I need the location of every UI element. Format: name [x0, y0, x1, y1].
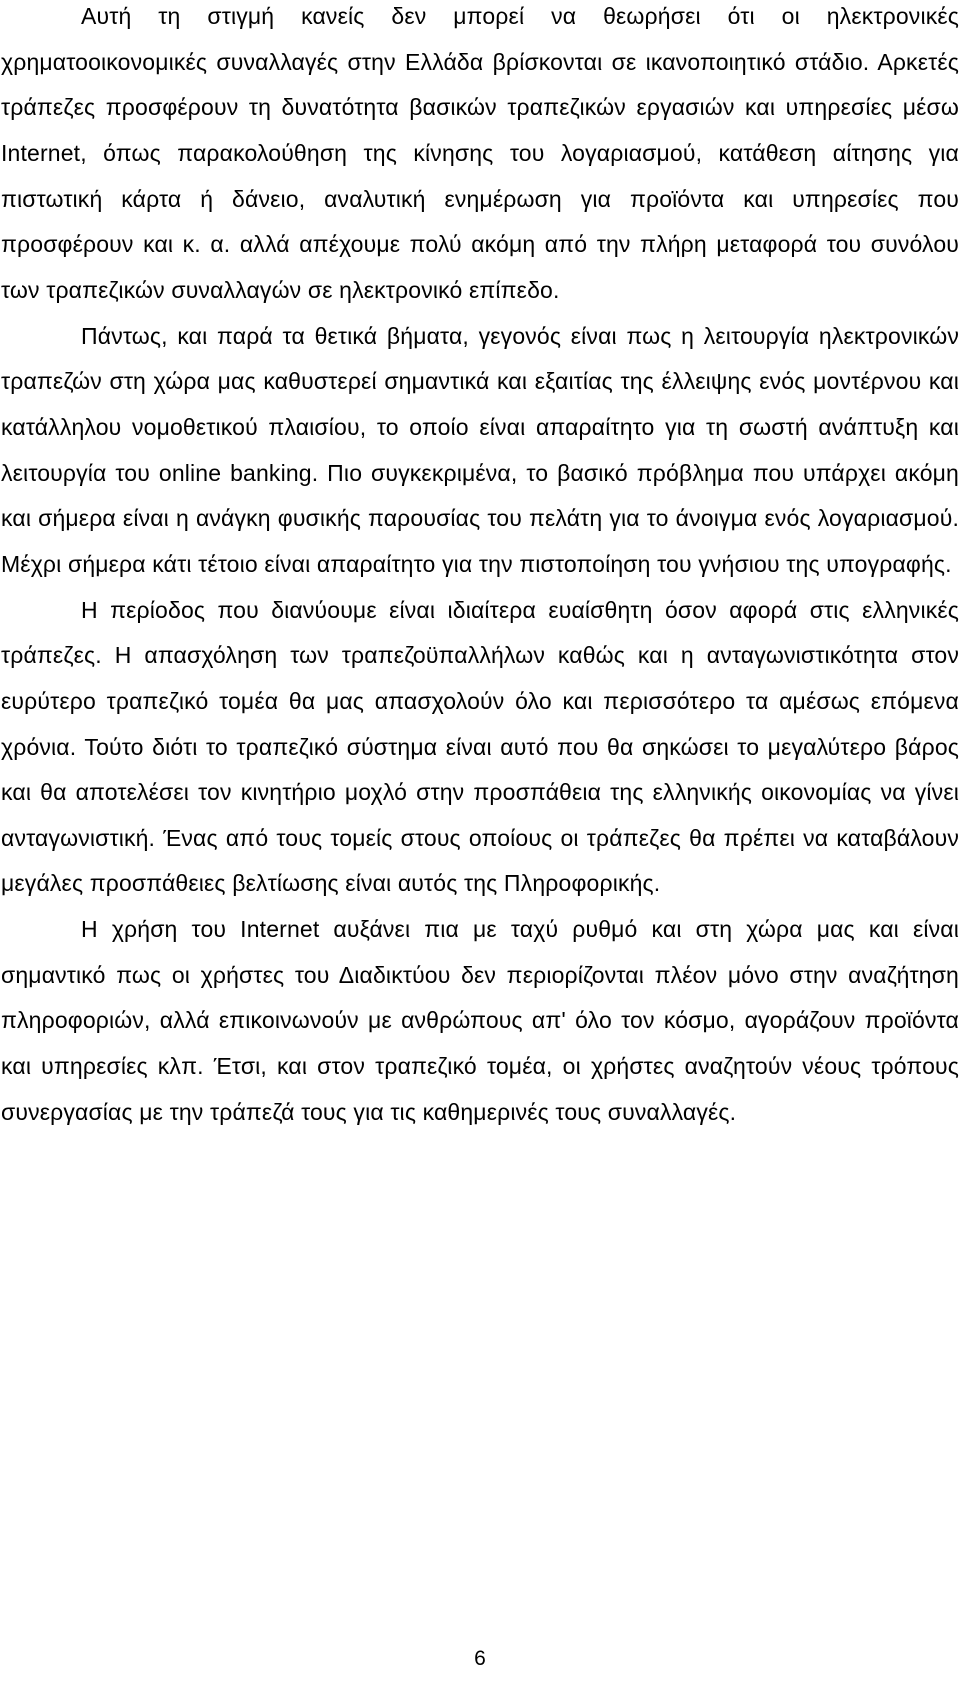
- paragraph-4: Η χρήση του Internet αυξάνει πια με ταχύ ρυθμό και στη χώρα μας και είναι σημαντικό πως οι χρήστες του Διαδικτύου δεν περιορίζονται πλέον μόνο στην αναζήτηση πληροφοριών, αλλά επικοινωνούν με ανθρώπους απ' όλο τον κόσμο, αγοράζουν προϊόντα και υπηρεσίες κλπ. Έτσι, και στον τραπεζικό τομέα, οι χρήστες αναζητούν νέους τρόπους συνεργασίας με την τράπεζά τους για τις καθημερινές τους συναλλαγές.: [1, 916, 959, 1125]
- paragraph-1: Αυτή τη στιγμή κανείς δεν μπορεί να θεωρήσει ότι οι ηλεκτρονικές χρηματοοικονομικές συναλλαγές στην Ελλάδα βρίσκονται σε ικανοποιητικό στάδιο. Αρκετές τράπεζες προσφέρουν τη δυνατότητα βασικών τραπεζικών εργασιών και υπηρεσίες μέσω Internet, όπως παρακολούθηση της κίνησης του λογαριασμού, κατάθεση αίτησης για πιστωτική κάρτα ή δάνειο, αναλυτική ενημέρωση για προϊόντα και υπηρεσίες που προσφέρουν και κ. α. αλλά απέχουμε πολύ ακόμη από την πλήρη μεταφορά του συνόλου των τραπεζικών συναλλαγών σε ηλεκτρονικό επίπεδο.: [1, 3, 959, 303]
- paragraph-3: Η περίοδος που διανύουμε είναι ιδιαίτερα ευαίσθητη όσον αφορά στις ελληνικές τράπεζες. Η απασχόληση των τραπεζοϋπαλλήλων καθώς και η ανταγωνιστικότητα στον ευρύτερο τραπεζικό τομέα θα μας απασχολούν όλο και περισσότερο τα αμέσως επόμενα χρόνια. Τούτο διότι το τραπεζικό σύστημα είναι αυτό που θα σηκώσει το μεγαλύτερο βάρος και θα αποτελέσει τον κινητήριο μοχλό στην προσπάθεια της ελληνικής οικονομίας να γίνει ανταγωνιστική. Ένας από τους τομείς στους οποίους οι τράπεζες θα πρέπει να καταβάλουν μεγάλες προσπάθειες βελτίωσης είναι αυτός της Πληροφορικής.: [1, 596, 959, 897]
- page-number: 6: [474, 1647, 486, 1670]
- paragraph-2: Πάντως, και παρά τα θετικά βήματα, γεγονός είναι πως η λειτουργία ηλεκτρονικών τραπεζών στη χώρα μας καθυστερεί σημαντικά και εξαιτίας της έλλειψης ενός μοντέρνου και κατάλληλου νομοθετικού πλαισίου, το οποίο είναι απαραίτητο για τη σωστή ανάπτυξη και λειτουργία του online banking. Πιο συγκεκριμένα, το βασικό πρόβλημα που υπάρχει ακόμη και σήμερα είναι η ανάγκη φυσικής παρουσίας του πελάτη για το άνοιγμα ενός λογαριασμού. Μέχρι σήμερα κάτι τέτοιο είναι απαραίτητο για την πιστοποίηση του γνήσιου της υπογραφής.: [1, 322, 959, 577]
- body-text: [1, 0, 959, 1135]
